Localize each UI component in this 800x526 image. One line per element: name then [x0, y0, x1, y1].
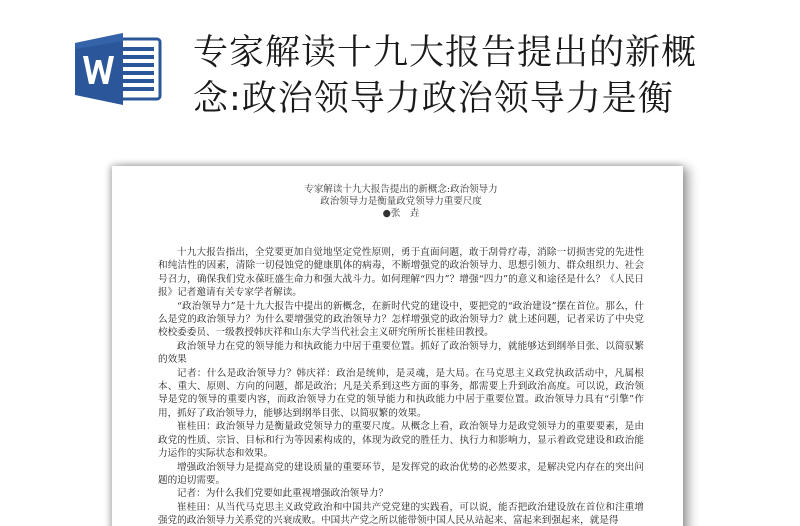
article-heading-line1: 专家解读十九大报告提出的新概念:政治领导力 — [304, 184, 498, 195]
article-author: ●张 垚 — [382, 208, 420, 219]
article-body — [158, 246, 644, 526]
page-content — [158, 184, 644, 526]
header — [0, 0, 800, 160]
paragraph: 十九大报告指出，全党要更加自觉地坚定党性原则，勇于直面问题，敢于刮骨疗毒，消除一切损害党的先进性和纯洁性的因素，清除一切侵蚀党的健康肌体的病毒，不断增强党的政治领导力、思想引领力、群众组织力、社会号召力，确保我们党永葆旺盛生命力和强大战斗力。如何理解“四力”？增强“四力”的意义和途径是什么？《人民日报》记者邀请有关专家学者解读。 — [158, 247, 644, 299]
paragraph: 崔桂田：从当代马克思主义政党政治和中国共产党党建的实践看，可以说，能否把政治建设放在首位和注重增强党的政治领导力关系党的兴衰成败。中国共产党之所以能带领中国人民从站起来、富起来到强起来，就是得 — [158, 501, 644, 526]
paragraph: 记者：为什么我们党要如此重视增强政治领导力？ — [177, 488, 389, 500]
word-icon — [73, 33, 163, 105]
paragraph: “政治领导力”是十九大报告中提出的新概念，在新时代党的建设中，要把党的“政治建设”摆在首位。那么，什么是党的政治领导力？为什么要增强党的政治领导力？怎样增强党的政治领导力？就上述问题，记者采访了中央党校校委委员、一级教授韩庆祥和山东大学当代社会主义研究所所长崔桂田教授。 — [158, 300, 644, 339]
paragraph: 增强政治领导力是提高党的建设质量的重要环节，是发挥党的政治优势的必然要求，是解决党内存在的突出问题的迫切需要。 — [158, 461, 644, 486]
article-heading-line2: 政治领导力是衡量政党领导力重要尺度 — [320, 196, 482, 207]
paragraph: 政治领导力在党的领导能力和执政能力中居于重要位置。抓好了政治领导力，就能够达到纲举目张、以简驭繁的效果 — [158, 340, 644, 366]
paragraph: 记者：什么是政治领导力？韩庆祥：政治是统帅，是灵魂，是大局。在马克思主义政党执政活动中，凡属根本、重大、原则、方向的问题，都是政治；凡是关系到这些方面的事务，都需要上升到政治高度。可以说，政治领导是党的领导的重要内容，而政治领导力在党的领导能力和执政能力中居于重要位置。政治领导力具有“引擎”作用，抓好了政治领导力，能够达到纲举目张、以简驭繁的效果。 — [158, 367, 644, 419]
article-heading — [158, 184, 644, 220]
document-title-line2: 念:政治领导力政治领导力是衡 — [193, 79, 674, 119]
document-page-preview — [112, 166, 683, 526]
document-title-line1: 专家解读十九大报告提出的新概 — [193, 33, 698, 73]
document-title — [193, 30, 753, 122]
paragraph: 崔桂田：政治领导力是衡量政党领导力的重要尺度。从概念上看，政治领导力是政党领导力的重要要素，是由政党的性质、宗旨、目标和行为等因素构成的，体现为政党的胜任力、执行力和影响力，显示着政党建设和政治能力运作的实际状态和效果。 — [158, 421, 644, 460]
